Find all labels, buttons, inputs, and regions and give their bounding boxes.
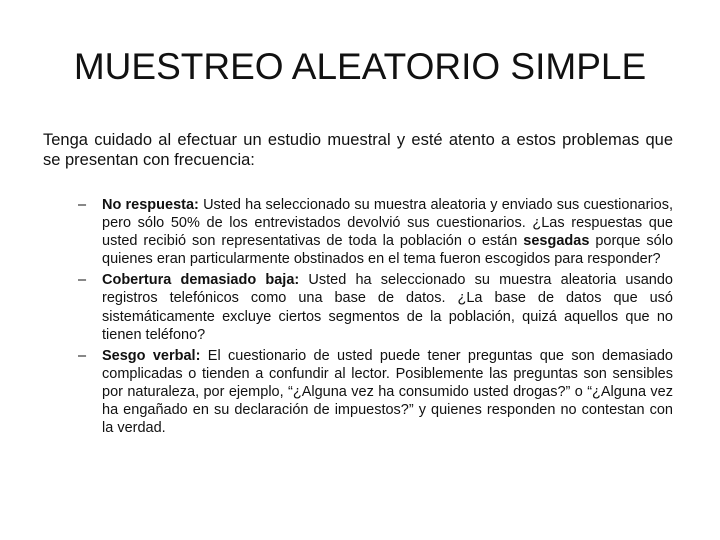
bullet-term: Sesgo verbal: [102, 347, 201, 364]
bullet-text: Usted ha seleccionado su muestra aleatoria y enviado sus cuestionarios, pero sólo 50% de los entrevistados devolvió sus cuestionarios. ¿Las respuestas que usted recibió son representativas de toda la población o están [102, 197, 673, 250]
dash-marker: – [78, 197, 87, 213]
dash-marker: – [78, 272, 87, 289]
bullet-text: Usted ha seleccionado su muestra aleatoria usando registros telefónicos como una base de datos. ¿La base de datos que usó sistemáticamente excluye ciertos segmentos de la población, quizá aquellos que no tienen teléfono? [102, 272, 674, 343]
bullet-text: El cuestionario de usted puede tener preguntas que son demasiado complicadas o tienden a confundir al lector. Posiblemente las preguntas son sensibles por naturaleza, por ejemplo, “¿Alguna vez ha consumido usted drogas?” o “¿Alguna vez ha engañado en su declaración de impuestos?” y quienes responden no contestan con la verdad. [102, 347, 673, 437]
intro-paragraph: Tenga cuidado al efectuar un estudio muestral y esté atento a estos problemas que se presentan con frecuencia: [43, 131, 673, 169]
dash-marker: – [78, 347, 87, 364]
bullet-emphasis: sesgadas [523, 233, 590, 250]
bullet-list [78, 196, 673, 440]
slide-title: MUESTREO ALEATORIO SIMPLE [73, 46, 647, 87]
bullet-sesgo-verbal [78, 347, 673, 437]
bullet-cobertura [78, 271, 673, 343]
bullet-text-continued: porque sólo quienes eran particularmente obstinados en el tema fueron escogidos para responder? [102, 233, 674, 268]
bullet-term: Cobertura demasiado baja: [102, 272, 300, 289]
bullet-term: No respuesta: [102, 197, 199, 213]
bullet-no-respuesta [78, 196, 673, 268]
